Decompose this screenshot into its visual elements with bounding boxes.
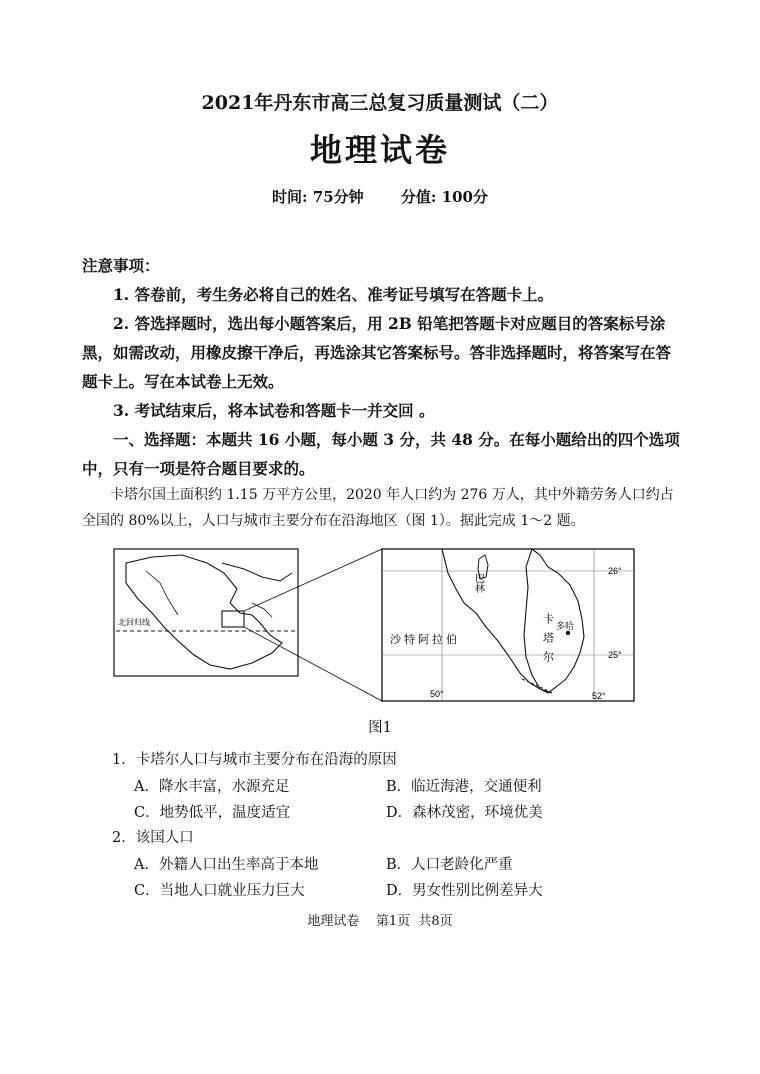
- notice-item-3: 3. 考试结束后，将本试卷和答题卡一并交回 。: [113, 401, 435, 420]
- notice-heading: 注意事项：: [82, 256, 160, 275]
- subject-title: 地理试卷: [309, 131, 450, 169]
- label-doha: 多哈: [556, 622, 575, 632]
- q2-option-a: A．外籍人口出生率高于本地: [134, 857, 319, 873]
- question-2-stem: 2．该国人口: [112, 830, 194, 846]
- score-label: 分值: 100分: [400, 188, 488, 206]
- q2-option-b: B．人口老龄化严重: [386, 857, 513, 873]
- left-overview-map: [114, 549, 298, 676]
- label-lon-50: 50°: [430, 689, 444, 699]
- section-heading: 一、选择题：本题共 16 小题，每小题 3 分，共 48 分。在每小题给出的四个选项中，只有一项是符合题目要求的。: [82, 430, 680, 478]
- exam-meta: [0, 186, 760, 207]
- q2-option-d: D．男女性别比例差异大: [386, 883, 543, 899]
- page-footer: 地理试卷 第1页 共8页: [307, 914, 453, 929]
- label-lat-26: 26°: [608, 566, 622, 576]
- exam-title: 2021年丹东市高三总复习质量测试（二）: [201, 92, 559, 114]
- time-label: 时间: 75分钟: [272, 188, 364, 206]
- q1-option-c: C．地势低平，温度适宜: [134, 805, 291, 821]
- label-saudi: 沙特阿拉伯: [390, 633, 460, 646]
- q2-option-c: C．当地人口就业压力巨大: [134, 883, 305, 899]
- passage-text: 卡塔尔国土面积约 1.15 万平方公里，2020 年人口约为 276 万人，其中外籍劳务人口约占全国的 80%以上，人口与城市主要分布在沿海地区（图 1）。据此完成 1～2 题。: [82, 487, 674, 529]
- label-bahrain: 巴林: [472, 573, 484, 593]
- notice-item-1: 1. 答卷前，考生务必将自己的姓名、准考证号填写在答题卡上。: [113, 285, 554, 304]
- figure-caption: 图1: [368, 720, 392, 736]
- q1-option-a: A．降水丰富，水源充足: [134, 779, 290, 795]
- label-lat-25: 25°: [608, 650, 622, 660]
- label-qatar: 卡塔尔: [541, 613, 555, 670]
- tropic-label: 北回归线: [118, 618, 150, 627]
- figure-1-map: [112, 543, 636, 708]
- question-1-stem: 1．卡塔尔人口与城市主要分布在沿海的原因: [112, 752, 397, 768]
- notice-item-2: 2. 答选择题时，选出每小题答案后，用 2B 铅笔把答题卡对应题目的答案标号涂黑，如需改动，用橡皮擦干净后，再选涂其它答案标号。答非选择题时，将答案写在答题卡上。写在本试卷上无效。: [82, 314, 672, 391]
- q1-option-b: B．临近海港，交通便利: [386, 779, 542, 795]
- label-lon-52: 52°: [592, 691, 606, 701]
- right-detail-map: [382, 549, 634, 701]
- q1-option-d: D．森林茂密，环境优美: [386, 805, 543, 821]
